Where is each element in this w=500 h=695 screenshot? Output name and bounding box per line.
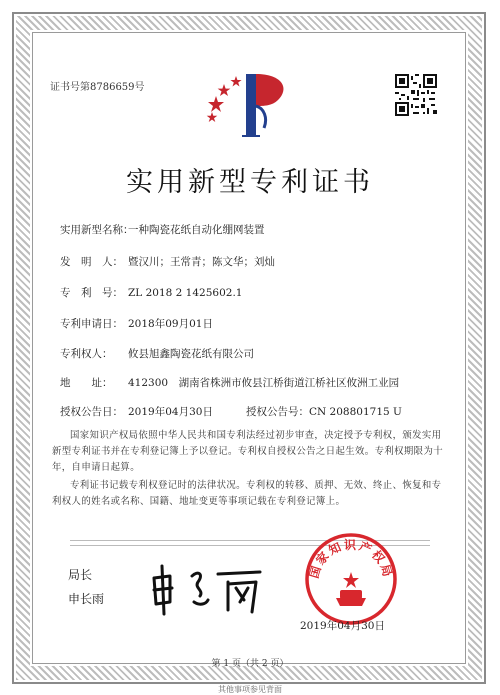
patent-number-value: ZL 2018 2 1425602.1 (128, 287, 243, 299)
grant-date-value: 2019年04月30日 (128, 406, 213, 418)
director-name: 申长雨 (68, 592, 105, 606)
certificate-title: 实用新型专利证书 (126, 167, 374, 198)
inventor-label: 发 明 人： (60, 256, 123, 268)
filing-date-label: 专利申请日： (60, 318, 123, 330)
patentee-label: 专利权人： (60, 348, 113, 360)
address-label: 地 址： (60, 377, 113, 389)
inventor-value: 暨汉川；王常青；陈文华；刘灿 (128, 256, 275, 268)
certificate-number: 证书号第8786659号 (50, 82, 145, 93)
grant-number-value: CN 208801715 U (309, 406, 402, 418)
paragraph-legal-status: 专利证书记载专利权登记时的法律状况。专利权的转移、质押、无效、终止、恢复和专利权人的姓名或名称、国籍、地址变更等事项记载在专利登记簿上。 (52, 480, 442, 507)
patent-office-logo (202, 66, 298, 144)
row-grant-date (60, 404, 213, 419)
utility-name-value: 一种陶瓷花纸自动化绷网装置 (128, 224, 265, 236)
grant-number-label: 授权公告号： (246, 406, 309, 418)
official-seal (304, 532, 398, 626)
patent-number-label: 专 利 号： (60, 287, 123, 299)
svg-text:国家知识产权局: 国家知识产权局 (306, 538, 396, 581)
utility-name-label: 实用新型名称： (60, 224, 134, 236)
director-title: 局长 (68, 568, 93, 582)
address-value: 412300 湖南省株洲市攸县江桥街道江桥社区攸洲工业园 (128, 377, 400, 389)
filing-date-value: 2018年09月01日 (128, 318, 213, 330)
page-number: 第 1 页（共 2 页） (211, 659, 289, 669)
row-grant-number (246, 404, 402, 419)
row-utility-name (60, 222, 265, 237)
paragraph-grant-notice: 国家知识产权局依照中华人民共和国专利法经过初步审查，决定授予专利权，颁发实用新型专利证书并在专利登记簿上予以登记。专利权自授权公告之日起生效。专利权期限为十年，自申请日起算。 (52, 430, 444, 473)
grant-date-label: 授权公告日： (60, 406, 123, 418)
bottom-note: 其他事项参见背面 (218, 685, 282, 694)
row-inventor (60, 254, 275, 269)
handwritten-signature (148, 560, 268, 616)
qr-code (395, 74, 437, 116)
patentee-value: 攸县旭鑫陶瓷花纸有限公司 (128, 348, 254, 360)
row-patent-number (60, 285, 242, 300)
row-patentee (60, 346, 254, 361)
row-address (60, 375, 399, 390)
seal-date: 2019年04月30日 (300, 620, 385, 632)
row-filing-date (60, 316, 213, 331)
